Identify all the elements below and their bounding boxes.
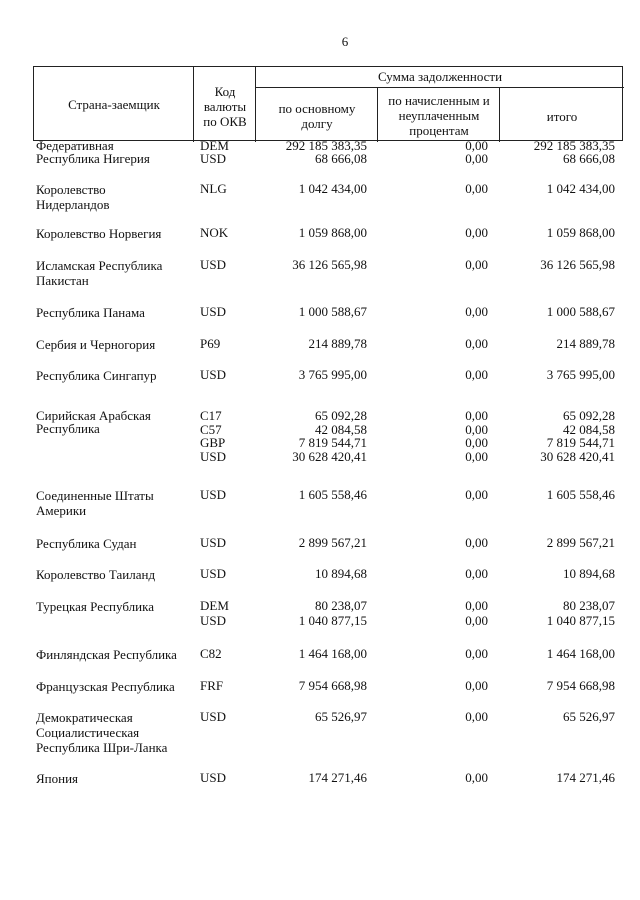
principal-amount: 3 765 995,00 bbox=[298, 367, 367, 382]
country-name-line: Соединенные Штаты bbox=[36, 488, 154, 503]
total-amount: 1 464 168,00 bbox=[546, 646, 615, 661]
principal-amount: 68 666,08 bbox=[315, 151, 367, 166]
interest-amount: 0,00 bbox=[465, 613, 488, 628]
country-name-line: Республика Сингапур bbox=[36, 368, 157, 383]
debt-line bbox=[0, 488, 640, 501]
country-name-line: Социалистическая bbox=[36, 725, 140, 740]
interest-amount: 0,00 bbox=[465, 408, 488, 423]
currency-code: USD bbox=[200, 566, 227, 581]
total-amount: 2 899 567,21 bbox=[546, 535, 615, 550]
principal-amount: 214 889,78 bbox=[308, 336, 367, 351]
currency-code: Р69 bbox=[200, 336, 221, 351]
principal-amount: 10 894,68 bbox=[315, 566, 367, 581]
interest-amount: 0,00 bbox=[465, 598, 488, 613]
interest-amount: 0,00 bbox=[465, 257, 488, 272]
total-amount: 65 526,97 bbox=[563, 709, 615, 724]
interest-amount: 0,00 bbox=[465, 138, 488, 153]
currency-code: С17 bbox=[200, 408, 222, 423]
country-name-line: Турецкая Республика bbox=[36, 599, 154, 614]
interest-amount: 0,00 bbox=[465, 770, 488, 785]
country-name-line: Федеративная bbox=[36, 138, 114, 153]
currency-code: USD bbox=[200, 257, 227, 272]
debt-line bbox=[0, 436, 640, 449]
interest-amount: 0,00 bbox=[465, 225, 488, 240]
principal-amount: 1 059 868,00 bbox=[298, 225, 367, 240]
interest-amount: 0,00 bbox=[465, 421, 488, 437]
country-name-line: Республика Панама bbox=[36, 305, 145, 320]
total-amount: 42 084,58 bbox=[563, 421, 615, 437]
currency-code: USD bbox=[200, 151, 227, 166]
currency-code: FRF bbox=[200, 678, 224, 693]
principal-amount: 1 042 434,00 bbox=[298, 181, 367, 196]
country-name-line: Демократическая bbox=[36, 710, 133, 725]
debt-line bbox=[0, 771, 640, 784]
total-amount: 3 765 995,00 bbox=[546, 367, 615, 382]
country-name-line: Сербия и Черногория bbox=[36, 337, 156, 352]
country-name-line: Сирийская Арабская bbox=[36, 408, 151, 423]
header-interest: по начисленным и неуплаченным процентам bbox=[388, 93, 490, 138]
debt-line bbox=[0, 536, 640, 549]
currency-code: USD bbox=[200, 304, 227, 319]
debt-line bbox=[0, 423, 640, 436]
principal-amount: 7 954 668,98 bbox=[298, 678, 367, 693]
interest-amount: 0,00 bbox=[465, 535, 488, 550]
country-name-line: Королевство Норвегия bbox=[36, 226, 162, 241]
interest-amount: 0,00 bbox=[465, 304, 488, 319]
total-amount: 80 238,07 bbox=[563, 598, 615, 613]
country-name-line: Пакистан bbox=[36, 273, 89, 288]
country-name-line: Исламская Республика bbox=[36, 258, 163, 273]
debt-line bbox=[0, 226, 640, 239]
currency-code: DEM bbox=[200, 598, 229, 613]
interest-amount: 0,00 bbox=[465, 646, 488, 661]
currency-code: USD bbox=[200, 535, 227, 550]
debt-line bbox=[0, 337, 640, 350]
currency-code: USD bbox=[200, 448, 227, 464]
principal-amount: 174 271,46 bbox=[308, 770, 367, 785]
total-amount: 1 000 588,67 bbox=[546, 304, 615, 319]
currency-code: NLG bbox=[200, 181, 227, 196]
debt-line bbox=[0, 409, 640, 422]
interest-amount: 0,00 bbox=[465, 151, 488, 166]
interest-amount: 0,00 bbox=[465, 709, 488, 724]
debt-line bbox=[0, 614, 640, 627]
country-name-line: Нидерландов bbox=[36, 197, 110, 212]
currency-code: С57 bbox=[200, 421, 222, 437]
principal-amount: 1 605 558,46 bbox=[298, 487, 367, 502]
interest-amount: 0,00 bbox=[465, 435, 488, 450]
total-amount: 68 666,08 bbox=[563, 151, 615, 166]
interest-amount: 0,00 bbox=[465, 367, 488, 382]
debt-line bbox=[0, 647, 640, 660]
country-name-line: Финляндская Республика bbox=[36, 647, 177, 662]
interest-amount: 0,00 bbox=[465, 336, 488, 351]
currency-code: GBP bbox=[200, 435, 226, 450]
debt-line bbox=[0, 710, 640, 723]
total-amount: 174 271,46 bbox=[556, 770, 615, 785]
currency-code: USD bbox=[200, 367, 227, 382]
principal-amount: 36 126 565,98 bbox=[292, 257, 367, 272]
interest-amount: 0,00 bbox=[465, 181, 488, 196]
principal-amount: 80 238,07 bbox=[315, 598, 367, 613]
interest-amount: 0,00 bbox=[465, 566, 488, 581]
principal-amount: 42 084,58 bbox=[315, 421, 367, 437]
header-currency-code: Код валюты по ОКВ bbox=[203, 83, 247, 129]
header-debt-sum: Сумма задолженности bbox=[377, 69, 503, 84]
country-name-line: Королевство bbox=[36, 182, 106, 197]
currency-code: USD bbox=[200, 709, 227, 724]
country-name-line: Республика Шри-Ланка bbox=[36, 740, 168, 755]
total-amount: 7 819 544,71 bbox=[546, 435, 615, 450]
debt-line bbox=[0, 305, 640, 318]
total-amount: 10 894,68 bbox=[563, 566, 615, 581]
country-name-line: Республика Нигерия bbox=[36, 151, 150, 166]
currency-code: USD bbox=[200, 613, 227, 628]
debt-line bbox=[0, 450, 640, 463]
interest-amount: 0,00 bbox=[465, 678, 488, 693]
currency-code: С82 bbox=[200, 646, 222, 661]
total-amount: 1 042 434,00 bbox=[546, 181, 615, 196]
debt-line bbox=[0, 679, 640, 692]
total-amount: 1 040 877,15 bbox=[546, 613, 615, 628]
principal-amount: 65 526,97 bbox=[315, 709, 367, 724]
total-amount: 7 954 668,98 bbox=[546, 678, 615, 693]
currency-code: DEM bbox=[200, 138, 229, 153]
principal-amount: 1 464 168,00 bbox=[298, 646, 367, 661]
total-amount: 1 605 558,46 bbox=[546, 487, 615, 502]
principal-amount: 65 092,28 bbox=[315, 408, 367, 423]
debt-line bbox=[0, 567, 640, 580]
header-principal: по основному долгу bbox=[278, 101, 356, 131]
country-name-line: Королевство Таиланд bbox=[36, 567, 156, 582]
currency-code: USD bbox=[200, 487, 227, 502]
total-amount: 30 628 420,41 bbox=[540, 448, 615, 464]
currency-code: USD bbox=[200, 770, 227, 785]
country-name-line: Французская Республика bbox=[36, 679, 175, 694]
total-amount: 214 889,78 bbox=[556, 336, 615, 351]
total-amount: 1 059 868,00 bbox=[546, 225, 615, 240]
principal-amount: 30 628 420,41 bbox=[292, 448, 367, 464]
debt-line bbox=[0, 599, 640, 612]
interest-amount: 0,00 bbox=[465, 448, 488, 464]
header-total: итого bbox=[546, 108, 578, 124]
total-amount: 292 185 383,35 bbox=[533, 138, 615, 153]
principal-amount: 1 040 877,15 bbox=[298, 613, 367, 628]
principal-amount: 292 185 383,35 bbox=[285, 138, 367, 153]
debt-line bbox=[0, 258, 640, 271]
header-country: Страна-заемщик bbox=[68, 97, 160, 112]
principal-amount: 1 000 588,67 bbox=[298, 304, 367, 319]
total-amount: 65 092,28 bbox=[563, 408, 615, 423]
country-name-line: Республика Судан bbox=[36, 536, 137, 551]
debt-line bbox=[0, 152, 640, 165]
page-number: 6 bbox=[341, 34, 349, 49]
debt-line bbox=[0, 368, 640, 381]
debt-line bbox=[0, 182, 640, 195]
principal-amount: 2 899 567,21 bbox=[298, 535, 367, 550]
country-name-line: Япония bbox=[36, 771, 79, 786]
country-name-line: Республика bbox=[36, 421, 100, 436]
currency-code: NOK bbox=[200, 225, 229, 240]
country-name-line: Америки bbox=[36, 503, 87, 518]
interest-amount: 0,00 bbox=[465, 487, 488, 502]
total-amount: 36 126 565,98 bbox=[540, 257, 615, 272]
principal-amount: 7 819 544,71 bbox=[298, 435, 367, 450]
